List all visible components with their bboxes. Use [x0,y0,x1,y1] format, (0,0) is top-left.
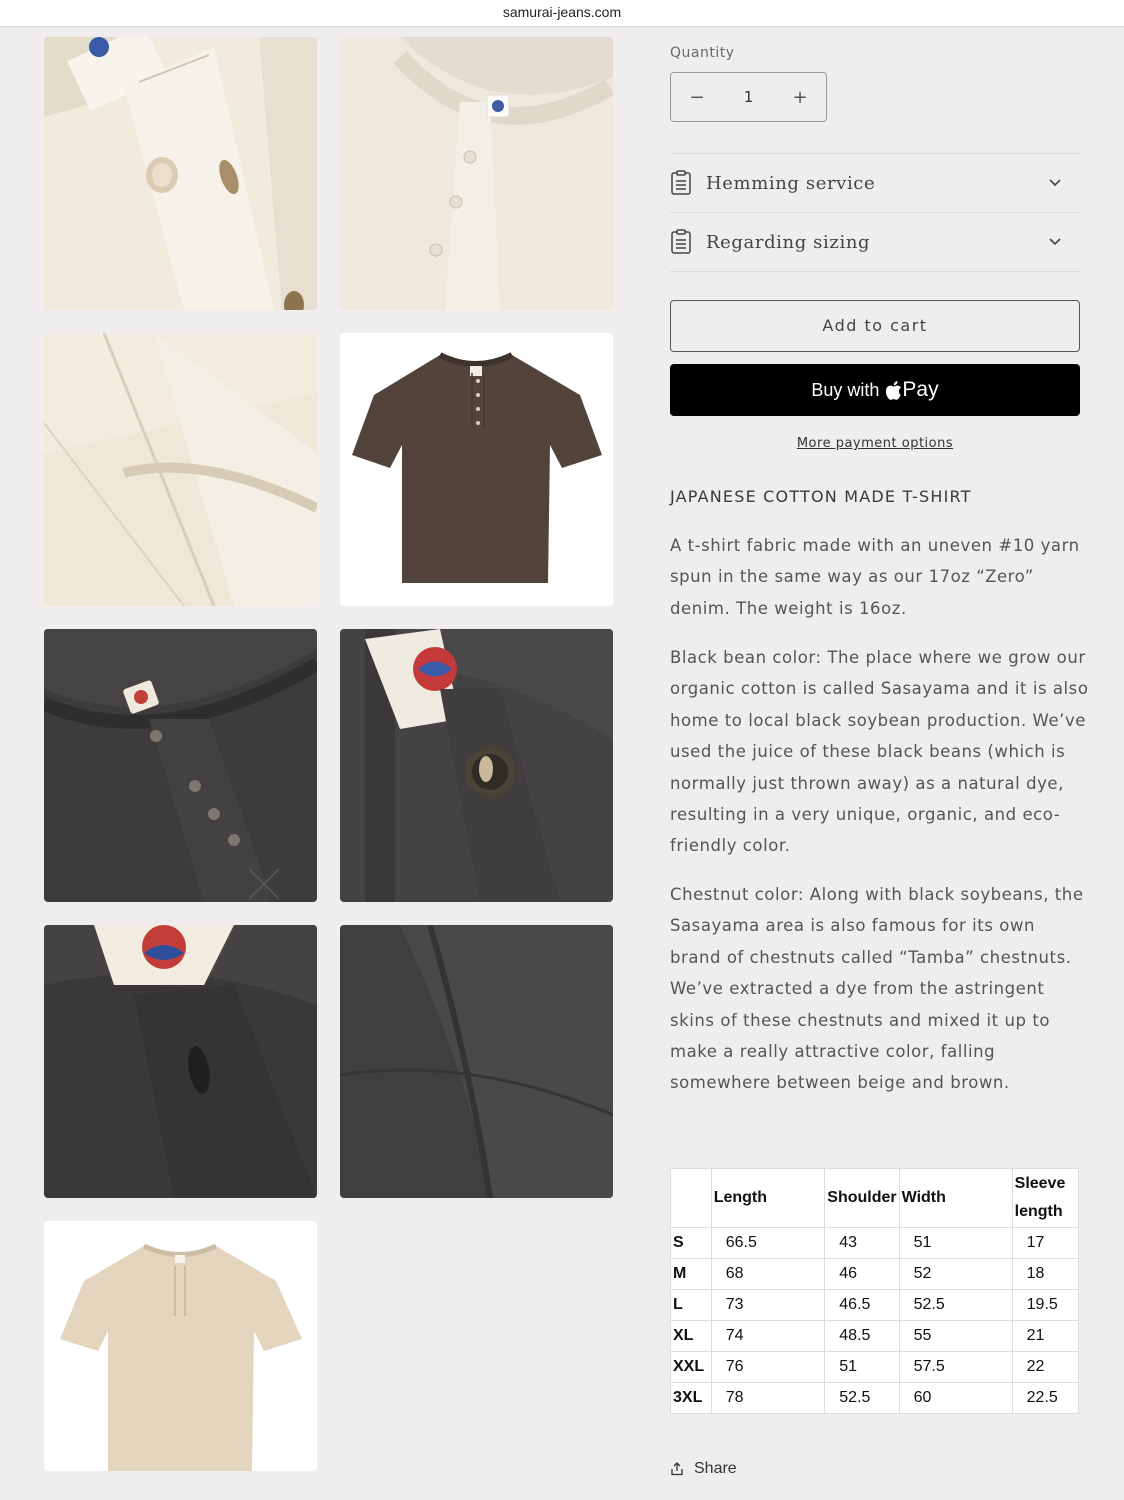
size-chart-table [670,1168,1079,1414]
table-cell: 46 [825,1259,899,1290]
description-paragraph: Chestnut color: Along with black soybeans, the Sasayama area is also famous for its own brand of chestnuts called “Tamba” chestnuts. We’ve extracted a dye from the astringent skins of these chestnuts and mixed it up to make a really attractive color, falling somewhere between beige and brown. [670,885,1084,1093]
accordion-regarding-sizing[interactable] [670,212,1080,272]
product-image-6[interactable] [340,629,613,902]
table-row [671,1228,1079,1259]
table-cell: 68 [711,1259,825,1290]
table-cell: 74 [711,1321,825,1352]
product-image-4[interactable] [340,333,613,606]
header-cell: Sleeve length [1012,1169,1078,1228]
product-image-2[interactable] [340,37,613,310]
description-paragraph: Black bean color: The place where we grow our organic cotton is called Sasayama and it is also home to local black soybean production. We’ve used the juice of these black beans (which is normally just thrown away) as a natural dye, resulting in a very unique, organic, and eco-friendly color. [670,648,1089,856]
table-cell: 51 [825,1352,899,1383]
increase-quantity-button[interactable]: + [792,86,808,108]
table-cell: 46.5 [825,1290,899,1321]
size-cell: XXL [671,1352,712,1383]
product-image-7[interactable] [44,925,317,1198]
table-cell: 55 [899,1321,1012,1352]
quantity-label: Quantity [670,45,735,61]
chevron-down-icon [1048,178,1062,188]
table-header-row [671,1169,1079,1228]
clipboard-icon [670,229,692,255]
table-cell: 52.5 [899,1290,1012,1321]
quantity-stepper[interactable] [670,72,827,122]
table-row [671,1290,1079,1321]
table-cell: 51 [899,1228,1012,1259]
product-image-3[interactable] [44,333,317,606]
table-cell: 22.5 [1012,1383,1078,1414]
share-button[interactable] [670,1460,737,1478]
apple-logo-icon [886,381,902,400]
table-cell: 19.5 [1012,1290,1078,1321]
table-cell: 48.5 [825,1321,899,1352]
clipboard-icon [670,170,692,196]
table-cell: 78 [711,1383,825,1414]
buy-with-apple-pay-button[interactable] [670,364,1080,416]
share-icon [670,1462,684,1476]
table-cell: 57.5 [899,1352,1012,1383]
chevron-down-icon [1048,237,1062,247]
header-cell: Shoulder [825,1169,899,1228]
quantity-input[interactable]: 1 [743,88,754,106]
header-cell [671,1169,712,1228]
share-label: Share [694,1460,737,1477]
table-cell: 73 [711,1290,825,1321]
size-cell: L [671,1290,712,1321]
product-image-9[interactable] [44,1221,317,1471]
decrease-quantity-button[interactable]: − [689,86,705,108]
product-image-5[interactable] [44,629,317,902]
address-bar[interactable]: samurai-jeans.com [0,0,1124,27]
table-cell: 76 [711,1352,825,1383]
size-cell: XL [671,1321,712,1352]
table-cell: 18 [1012,1259,1078,1290]
accordion-label: Regarding sizing [706,231,871,253]
table-row [671,1383,1079,1414]
table-cell: 21 [1012,1321,1078,1352]
table-cell: 66.5 [711,1228,825,1259]
table-row [671,1259,1079,1290]
description-paragraph: A t-shirt fabric made with an uneven #10 yarn spun in the same way as our 17oz “Zero” denim. The weight is 16oz. [670,536,1080,618]
more-payment-options-link[interactable]: More payment options [796,436,954,451]
table-cell: 43 [825,1228,899,1259]
header-cell: Length [711,1169,825,1228]
size-cell: S [671,1228,712,1259]
table-row [671,1321,1079,1352]
size-cell: M [671,1259,712,1290]
pay-label: Pay [902,378,939,401]
table-cell: 22 [1012,1352,1078,1383]
accordion-label: Hemming service [706,172,876,194]
product-image-1[interactable] [44,37,317,310]
header-cell: Width [899,1169,1012,1228]
description-heading: JAPANESE COTTON MADE T-SHIRT [670,487,972,506]
table-cell: 52.5 [825,1383,899,1414]
table-cell: 60 [899,1383,1012,1414]
add-to-cart-button[interactable]: Add to cart [670,300,1080,352]
table-cell: 17 [1012,1228,1078,1259]
table-row [671,1352,1079,1383]
table-cell: 52 [899,1259,1012,1290]
accordion-hemming-service[interactable] [670,153,1080,212]
size-cell: 3XL [671,1383,712,1414]
buy-with-label: Buy with [811,379,880,400]
product-image-8[interactable] [340,925,613,1198]
